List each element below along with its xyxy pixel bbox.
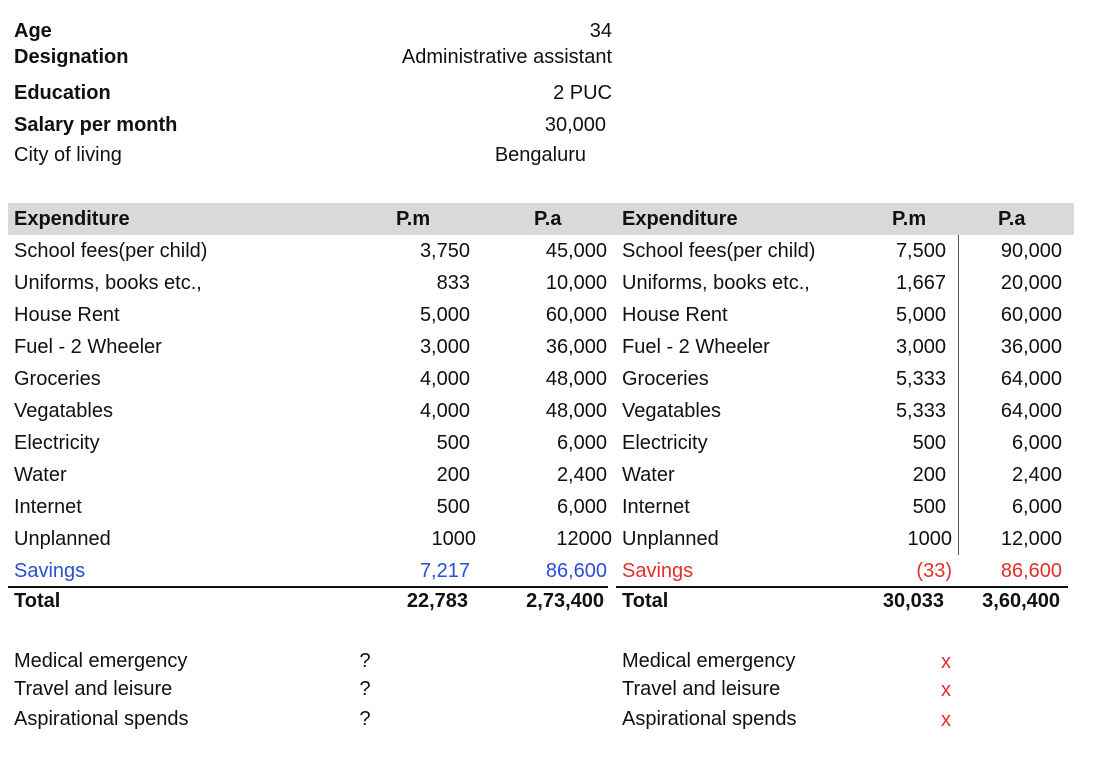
table-row-label: Fuel - 2 Wheeler [622,336,770,358]
table-row-pa: 6,000 [556,432,607,454]
table-row-label: Uniforms, books etc., [622,272,810,294]
table-row-pm: 5,333 [895,368,946,390]
right-header-pm: P.m [892,208,927,230]
right-savings-pa: 86,600 [1000,560,1062,582]
table-row-pm: 3,750 [419,240,470,262]
table-row-label: Unplanned [14,528,111,550]
cross-mark: x [941,709,951,731]
table-row-label: Groceries [14,368,101,390]
unknown-mark: ? [359,708,371,730]
table-row-pa: 36,000 [545,336,607,358]
table-row-label: Groceries [622,368,709,390]
table-row-pm: 200 [912,464,946,486]
city-value: Bengaluru [494,144,586,166]
list-item: Aspirational spends [622,708,797,730]
table-row-pa: 2,400 [556,464,607,486]
table-row-label: House Rent [14,304,120,326]
table-row-pa: 60,000 [545,304,607,326]
table-row-pm: 7,500 [895,240,946,262]
age-value: 34 [589,20,612,42]
table-row-pa: 60,000 [1000,304,1062,326]
salary-label: Salary per month [14,114,178,136]
left-total-label: Total [14,590,61,612]
unknown-mark: ? [359,678,371,700]
table-row-pa: 64,000 [1000,368,1062,390]
table-row-pm: 500 [912,496,946,518]
right-total-divider [616,586,1068,588]
table-row-pm: 1000 [907,528,952,550]
left-total-divider [8,586,608,588]
table-row-label: Uniforms, books etc., [14,272,202,294]
table-row-label: Internet [622,496,690,518]
left-savings-pa: 86,600 [545,560,607,582]
table-row-label: Water [14,464,67,486]
right-total-pa: 3,60,400 [982,590,1060,612]
table-row-pm: 500 [436,432,470,454]
right-header-pa: P.a [998,208,1026,230]
table-row-pm: 1,667 [895,272,946,294]
right-savings-pm: (33) [916,560,952,582]
left-savings-pm: 7,217 [419,560,470,582]
table-row-pa: 20,000 [1000,272,1062,294]
left-total-pm: 22,783 [406,590,468,612]
list-item: Medical emergency [14,650,188,672]
cross-mark: x [941,651,951,673]
list-item: Travel and leisure [14,678,173,700]
right-total-label: Total [622,590,669,612]
unknown-mark: ? [359,650,371,672]
right-table-divider [958,235,959,555]
table-row-pm: 1000 [431,528,476,550]
table-row-pm: 500 [436,496,470,518]
table-row-pa: 6,000 [1011,496,1062,518]
table-row-label: Internet [14,496,82,518]
table-row-pa: 6,000 [1011,432,1062,454]
table-row-label: Unplanned [622,528,719,550]
left-header-expenditure: Expenditure [14,208,130,230]
table-row-pm: 3,000 [419,336,470,358]
table-row-label: Electricity [622,432,708,454]
right-savings-label: Savings [622,560,694,582]
right-total-pm: 30,033 [882,590,944,612]
left-header-pa: P.a [534,208,562,230]
left-header-pm: P.m [396,208,431,230]
list-item: Medical emergency [622,650,796,672]
table-row-label: House Rent [622,304,728,326]
salary-value: 30,000 [544,114,606,136]
left-total-pa: 2,73,400 [526,590,604,612]
table-row-pa: 2,400 [1011,464,1062,486]
age-label: Age [14,20,52,42]
table-row-pm: 833 [436,272,470,294]
table-row-label: Vegatables [622,400,721,422]
cross-mark: x [941,679,951,701]
table-row-pa: 48,000 [545,368,607,390]
table-row-pm: 5,333 [895,400,946,422]
table-row-label: Water [622,464,675,486]
table-row-pm: 4,000 [419,368,470,390]
education-value: 2 PUC [553,82,612,104]
table-row-pa: 10,000 [545,272,607,294]
table-row-pa: 48,000 [545,400,607,422]
table-row-pm: 4,000 [419,400,470,422]
table-row-label: Electricity [14,432,100,454]
right-header-expenditure: Expenditure [622,208,738,230]
table-row-pa: 45,000 [545,240,607,262]
table-row-label: School fees(per child) [14,240,208,262]
table-row-pa: 64,000 [1000,400,1062,422]
table-row-pa: 12000 [556,528,612,550]
table-row-pm: 3,000 [895,336,946,358]
education-label: Education [14,82,111,104]
table-row-pa: 90,000 [1000,240,1062,262]
table-row-pm: 5,000 [419,304,470,326]
list-item: Aspirational spends [14,708,189,730]
table-row-pa: 12,000 [1000,528,1062,550]
city-label: City of living [14,144,122,166]
designation-label: Designation [14,46,129,68]
table-row-pm: 500 [912,432,946,454]
table-row-pm: 5,000 [895,304,946,326]
left-savings-label: Savings [14,560,86,582]
table-row-label: Vegatables [14,400,113,422]
table-row-pa: 36,000 [1000,336,1062,358]
table-row-label: Fuel - 2 Wheeler [14,336,162,358]
table-row-pm: 200 [436,464,470,486]
table-row-pa: 6,000 [556,496,607,518]
designation-value: Administrative assistant [401,46,612,68]
table-row-label: School fees(per child) [622,240,816,262]
list-item: Travel and leisure [622,678,781,700]
